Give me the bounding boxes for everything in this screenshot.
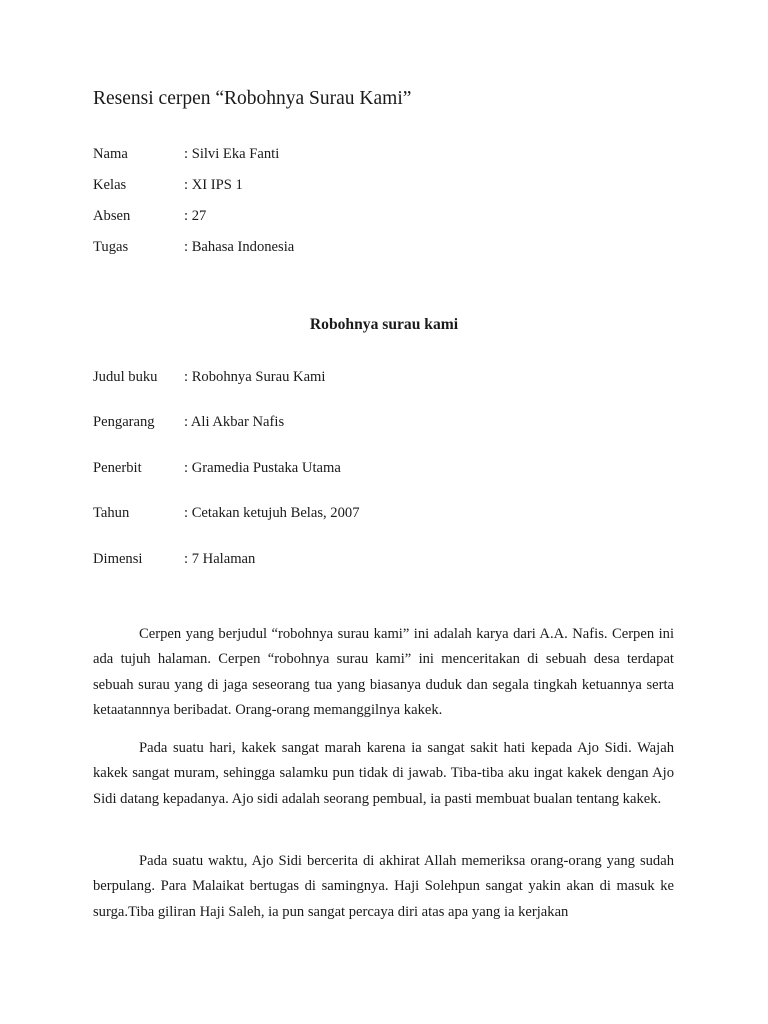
info-label: Absen bbox=[93, 208, 131, 224]
book-label: Judul buku bbox=[93, 369, 158, 385]
paragraph-text: Pada suatu waktu, Ajo Sidi bercerita di akhirat Allah memeriksa orang-orang yang sudah berpulang. Para Malaikat bertugas di samingnya. Haji Solehpun sangat yakin akan di masuk ke surga.Tiba giliran Haji Saleh, ia pun sangat percaya diri atas apa yang ia kerjakan bbox=[93, 853, 674, 920]
info-label: Tugas bbox=[93, 239, 129, 255]
body-paragraph-1 bbox=[93, 622, 674, 724]
body-paragraph-2 bbox=[93, 736, 674, 812]
section-title: Robohnya surau kami bbox=[309, 316, 459, 333]
info-label: Nama bbox=[93, 146, 128, 162]
book-value: : Ali Akbar Nafis bbox=[184, 414, 285, 430]
book-label: Pengarang bbox=[93, 414, 155, 430]
paragraph-text: Pada suatu hari, kakek sangat marah karena ia sangat sakit hati kepada Ajo Sidi. Wajah kakek sangat muram, sehingga salamku pun tidak di jawab. Tiba-tiba aku ingat kakek dengan Ajo Sidi datang kepadanya. Ajo sidi adalah seorang pembual, ia pasti membuat bualan tentang kakek. bbox=[93, 740, 674, 807]
info-label: Kelas bbox=[93, 177, 127, 193]
book-label: Tahun bbox=[93, 505, 130, 521]
book-value: : Robohnya Surau Kami bbox=[184, 369, 326, 385]
info-value: : XI IPS 1 bbox=[184, 177, 243, 193]
paragraph-text: Cerpen yang berjudul “robohnya surau kami” ini adalah karya dari A.A. Nafis. Cerpen ini ada tujuh halaman. Cerpen “robohnya surau kami” ini menceritakan di sebuah desa terdapat sebuah surau yang di jaga seseorang tua yang biasanya duduk dan segala tingkah ketuannya serta ketaatannnya beribadat. Orang-orang memanggilnya kakek. bbox=[93, 626, 674, 719]
info-value: : Silvi Eka Fanti bbox=[184, 146, 280, 162]
document-title: Resensi cerpen “Robohnya Surau Kami” bbox=[93, 88, 412, 109]
book-label: Dimensi bbox=[93, 551, 143, 567]
book-value: : Cetakan ketujuh Belas, 2007 bbox=[184, 505, 360, 521]
book-value: : Gramedia Pustaka Utama bbox=[184, 460, 341, 476]
info-value: : 27 bbox=[184, 208, 207, 224]
book-label: Penerbit bbox=[93, 460, 142, 476]
book-value: : 7 Halaman bbox=[184, 551, 256, 567]
info-value: : Bahasa Indonesia bbox=[184, 239, 295, 255]
body-paragraph-3 bbox=[93, 849, 674, 925]
